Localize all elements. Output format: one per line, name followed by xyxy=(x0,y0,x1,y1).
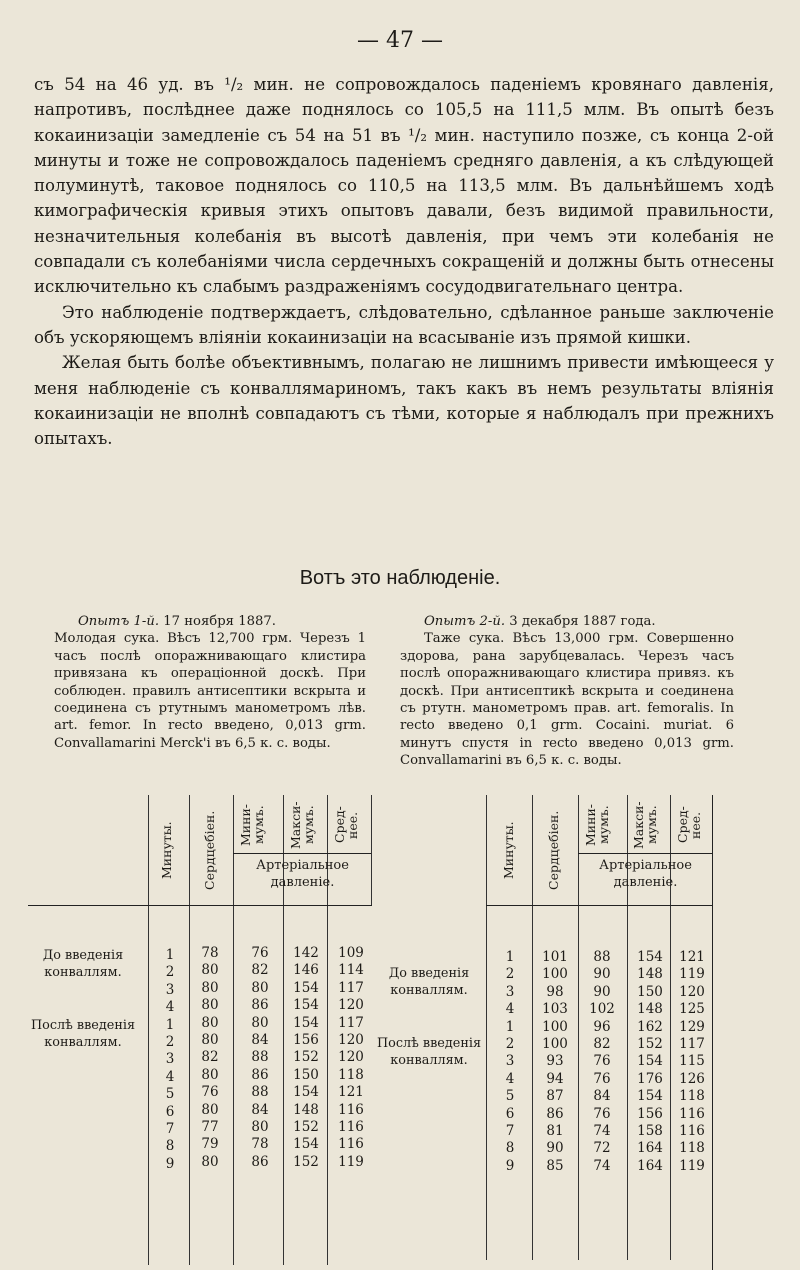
body-text xyxy=(34,72,774,451)
table-cell: 98 xyxy=(546,983,564,1000)
table-cell: 109 xyxy=(338,945,364,961)
table-cell: 1 xyxy=(505,949,515,965)
table-cell: 100 xyxy=(542,1018,568,1035)
table-cell: 74 xyxy=(593,1123,611,1140)
table-cell: 79 xyxy=(201,1136,219,1153)
table-cell: 80 xyxy=(201,979,219,996)
header-maximum: Макси-мумъ. xyxy=(631,801,659,849)
table-cell: 86 xyxy=(546,1105,564,1122)
table-cell: 100 xyxy=(542,1036,568,1053)
table-cell: 84 xyxy=(251,1032,269,1049)
row-group-after: Послѣ введенія конваллям. xyxy=(30,1018,136,1051)
table-cell: 148 xyxy=(637,1001,663,1018)
table-cell: 80 xyxy=(201,962,219,979)
experiment-1-text: Молодая сука. Вѣсъ 12,700 грм. Черезъ 1 часъ послѣ опоражнивающаго клистира привязана къ операціонной доскѣ. При соблюден. правилъ антисептики вскрыта и соединена съ ртутнымъ манометромъ лѣв. art. femor. In recto введено, 0,013 grm. Convallamarini Merck'i въ 6,5 к. с. воды. xyxy=(54,631,366,751)
table-cell: 142 xyxy=(293,945,319,961)
table-cell: 6 xyxy=(165,1103,175,1120)
row-group-after: Послѣ введенія конваллям. xyxy=(376,1036,482,1069)
table-cell: 80 xyxy=(201,1014,219,1031)
table-cell: 154 xyxy=(293,979,319,996)
table-cell: 176 xyxy=(637,1070,663,1087)
table-experiment-1 xyxy=(0,795,372,1270)
table-cell: 80 xyxy=(251,1014,269,1031)
table-cell: 2 xyxy=(165,1034,175,1051)
table-cell: 4 xyxy=(505,1001,515,1018)
table-cell: 120 xyxy=(338,997,364,1014)
table-cell: 3 xyxy=(505,1053,515,1070)
paragraph-3: Желая быть болѣе объективнымъ, полагаю не лишнимъ привести имѣющееся у меня наблюденіе съ конваллямариномъ, такъ какъ въ немъ результаты вліянія кокаинизаціи не вполнѣ совпадаютъ съ тѣми, которые я наблюдалъ при прежнихъ опытахъ. xyxy=(34,353,774,449)
table-cell: 116 xyxy=(679,1123,705,1140)
table-cell: 119 xyxy=(338,1153,364,1170)
table-cell: 82 xyxy=(593,1036,611,1053)
header-average: Сред-нее. xyxy=(332,806,360,844)
table-cell: 87 xyxy=(546,1088,564,1105)
table-cell: 88 xyxy=(251,1049,269,1066)
header-heart-rate: Сердцебіен. xyxy=(546,810,561,890)
row-group-before: До введенія конваллям. xyxy=(388,966,470,999)
table-cell: 86 xyxy=(251,1066,269,1083)
table-cell: 126 xyxy=(679,1070,705,1087)
table-cell: 115 xyxy=(679,1053,705,1070)
table-cell: 77 xyxy=(201,1119,219,1136)
table-cell: 119 xyxy=(679,966,705,983)
table-cell: 150 xyxy=(637,983,663,1000)
table-cell: 78 xyxy=(201,945,219,961)
table-cell: 150 xyxy=(293,1066,319,1083)
table-cell: 1 xyxy=(165,947,175,963)
table-cell: 96 xyxy=(593,1018,611,1035)
table-cell: 7 xyxy=(165,1121,175,1138)
table-cell: 117 xyxy=(679,1036,705,1053)
table-cell: 125 xyxy=(679,1001,705,1018)
table-cell: 80 xyxy=(251,979,269,996)
table-cell: 85 xyxy=(546,1157,564,1174)
experiment-2-description xyxy=(400,613,734,770)
experiment-1-description xyxy=(54,613,366,752)
header-average: Сред-нее. xyxy=(675,806,703,844)
table-cell: 5 xyxy=(505,1088,515,1105)
table-cell: 116 xyxy=(338,1119,364,1136)
header-minimum: Мини-мумъ. xyxy=(238,803,266,847)
table-cell: 114 xyxy=(338,962,364,979)
table-cell: 4 xyxy=(165,999,175,1016)
column-heart-rate xyxy=(536,949,574,1175)
experiment-2-heading: Опытъ 2-й. xyxy=(424,614,506,629)
table-cell: 84 xyxy=(593,1088,611,1105)
table-cell: 76 xyxy=(593,1053,611,1070)
table-cell: 74 xyxy=(593,1157,611,1174)
table-cell: 116 xyxy=(679,1105,705,1122)
table-cell: 121 xyxy=(338,1084,364,1101)
section-title: Вотъ это наблюденіе. xyxy=(299,567,501,589)
table-cell: 152 xyxy=(637,1036,663,1053)
table-cell: 80 xyxy=(201,1101,219,1118)
table-cell: 103 xyxy=(542,1001,568,1018)
table-cell: 90 xyxy=(593,966,611,983)
table-cell: 119 xyxy=(679,1157,705,1174)
table-cell: 5 xyxy=(165,1086,175,1103)
table-cell: 146 xyxy=(293,962,319,979)
table-cell: 156 xyxy=(637,1105,663,1122)
table-cell: 6 xyxy=(505,1105,515,1122)
table-cell: 154 xyxy=(637,949,663,965)
table-cell: 90 xyxy=(593,983,611,1000)
table-cell: 76 xyxy=(201,1084,219,1101)
table-cell: 152 xyxy=(293,1049,319,1066)
column-minutes xyxy=(160,947,180,1173)
table-cell: 76 xyxy=(593,1105,611,1122)
table-cell: 162 xyxy=(637,1018,663,1035)
table-cell: 118 xyxy=(679,1140,705,1157)
column-maximum xyxy=(630,949,670,1175)
column-minimum xyxy=(240,945,280,1171)
table-cell: 82 xyxy=(201,1049,219,1066)
row-group-before: До введенія конваллям. xyxy=(42,948,124,981)
table-cell: 76 xyxy=(593,1070,611,1087)
table-cell: 121 xyxy=(679,949,705,965)
table-cell: 164 xyxy=(637,1157,663,1174)
table-cell: 8 xyxy=(505,1140,515,1157)
header-maximum: Макси-мумъ. xyxy=(288,801,316,849)
table-cell: 78 xyxy=(251,1136,269,1153)
table-cell: 80 xyxy=(201,1153,219,1170)
table-cell: 154 xyxy=(293,1014,319,1031)
table-cell: 148 xyxy=(637,966,663,983)
table-cell: 3 xyxy=(165,981,175,998)
table-experiment-2 xyxy=(372,795,713,1270)
table-cell: 1 xyxy=(165,1016,175,1033)
column-minimum xyxy=(582,949,622,1175)
table-cell: 154 xyxy=(293,997,319,1014)
table-cell: 117 xyxy=(338,1014,364,1031)
table-cell: 154 xyxy=(293,1084,319,1101)
column-maximum xyxy=(286,945,326,1171)
table-cell: 129 xyxy=(679,1018,705,1035)
column-average xyxy=(330,945,372,1171)
table-cell: 80 xyxy=(251,1119,269,1136)
table-cell: 154 xyxy=(293,1136,319,1153)
table-cell: 116 xyxy=(338,1136,364,1153)
table-cell: 8 xyxy=(165,1138,175,1155)
header-minimum: Мини-мумъ. xyxy=(583,803,611,847)
table-cell: 7 xyxy=(505,1123,515,1140)
table-cell: 4 xyxy=(505,1070,515,1087)
table-cell: 154 xyxy=(637,1053,663,1070)
table-cell: 164 xyxy=(637,1140,663,1157)
table-cell: 2 xyxy=(505,966,515,983)
header-arterial-pressure: Артеріальное давленіе. xyxy=(256,858,349,890)
table-cell: 152 xyxy=(293,1119,319,1136)
table-cell: 94 xyxy=(546,1070,564,1087)
table-cell: 1 xyxy=(505,1018,515,1035)
table-cell: 82 xyxy=(251,962,269,979)
header-minutes: Минуты. xyxy=(159,821,174,879)
table-cell: 88 xyxy=(251,1084,269,1101)
paragraph-1: съ 54 на 46 уд. въ ¹/₂ мин. не сопровождалось паденіемъ кровянаго давленія, напротивъ, послѣднее даже поднялось со 105,5 на 111,5 млм. Въ опытѣ безъ кокаинизаціи замедленіе съ 54 на 51 въ ¹/₂ мин. наступило позже, съ конца 2-ой минуты и тоже не сопровождалось паденіемъ средняго давленія, а къ слѣдующей полуминутѣ, таковое поднялось со 110,5 на 113,5 млм. Въ дальнѣйшемъ ходѣ кимографическія кривыя этихъ опытовъ давали, безъ видимой правильности, незначительныя колебанія въ высотѣ давленія, при чемъ эти колебанія не совпадали съ колебаніями числа сердечныхъ сокращеній и должны быть отнесены исключительно къ слабымъ раздраженіямъ сосудодвигательнаго центра. xyxy=(34,75,774,297)
experiment-1-heading: Опытъ 1-й. xyxy=(78,614,160,629)
table-cell: 80 xyxy=(201,1032,219,1049)
table-cell: 120 xyxy=(338,1049,364,1066)
table-cell: 102 xyxy=(589,1001,615,1018)
table-cell: 117 xyxy=(338,979,364,996)
table-cell: 9 xyxy=(505,1157,515,1174)
column-average xyxy=(672,949,712,1175)
table-cell: 84 xyxy=(251,1101,269,1118)
table-cell: 118 xyxy=(338,1066,364,1083)
table-cell: 118 xyxy=(679,1088,705,1105)
table-cell: 158 xyxy=(637,1123,663,1140)
table-cell: 9 xyxy=(165,1155,175,1172)
column-minutes xyxy=(500,949,520,1175)
header-arterial-pressure: Артеріальное давленіе. xyxy=(599,858,692,890)
table-cell: 3 xyxy=(165,1051,175,1068)
table-cell: 152 xyxy=(293,1153,319,1170)
table-cell: 88 xyxy=(593,949,611,965)
table-cell: 120 xyxy=(338,1032,364,1049)
header-heart-rate: Сердцебіен. xyxy=(202,810,217,890)
table-cell: 80 xyxy=(201,1066,219,1083)
table-cell: 2 xyxy=(505,1036,515,1053)
table-cell: 116 xyxy=(338,1101,364,1118)
table-cell: 148 xyxy=(293,1101,319,1118)
table-cell: 80 xyxy=(201,997,219,1014)
header-minutes: Минуты. xyxy=(501,821,516,879)
table-cell: 81 xyxy=(546,1123,564,1140)
table-cell: 72 xyxy=(593,1140,611,1157)
table-cell: 120 xyxy=(679,983,705,1000)
experiment-2-text: Таже сука. Вѣсъ 13,000 грм. Совершенно здорова, рана зарубцевалась. Черезъ часъ послѣ опоражнивающаго клистира привяз. къ доскѣ. При антисептикѣ вскрыта и соединена съ ртутн. манометромъ прав. art. femoralis. In recto введено 0,1 grm. Cocaini. muriat. 6 минутъ спустя in recto введено 0,013 grm. Convallamarini въ 6,5 к. с. воды. xyxy=(400,631,734,769)
table-cell: 4 xyxy=(165,1068,175,1085)
table-cell: 101 xyxy=(542,949,568,965)
table-cell: 76 xyxy=(251,945,269,961)
paragraph-2: Это наблюденіе подтверждаетъ, слѣдовательно, сдѣланное раньше заключеніе объ ускоряющемъ вліяніи кокаинизаціи на всасываніе изъ прямой кишки. xyxy=(34,302,774,347)
table-cell: 93 xyxy=(546,1053,564,1070)
table-cell: 86 xyxy=(251,1153,269,1170)
table-cell: 90 xyxy=(546,1140,564,1157)
table-cell: 154 xyxy=(637,1088,663,1105)
experiment-1-date: 17 ноября 1887. xyxy=(163,614,276,629)
table-cell: 156 xyxy=(293,1032,319,1049)
table-cell: 2 xyxy=(165,964,175,981)
column-heart-rate xyxy=(192,945,228,1171)
table-cell: 3 xyxy=(505,983,515,1000)
page-number: — 47 — xyxy=(357,28,443,53)
table-cell: 100 xyxy=(542,966,568,983)
table-cell: 86 xyxy=(251,997,269,1014)
experiment-2-date: 3 декабря 1887 года. xyxy=(509,614,656,629)
